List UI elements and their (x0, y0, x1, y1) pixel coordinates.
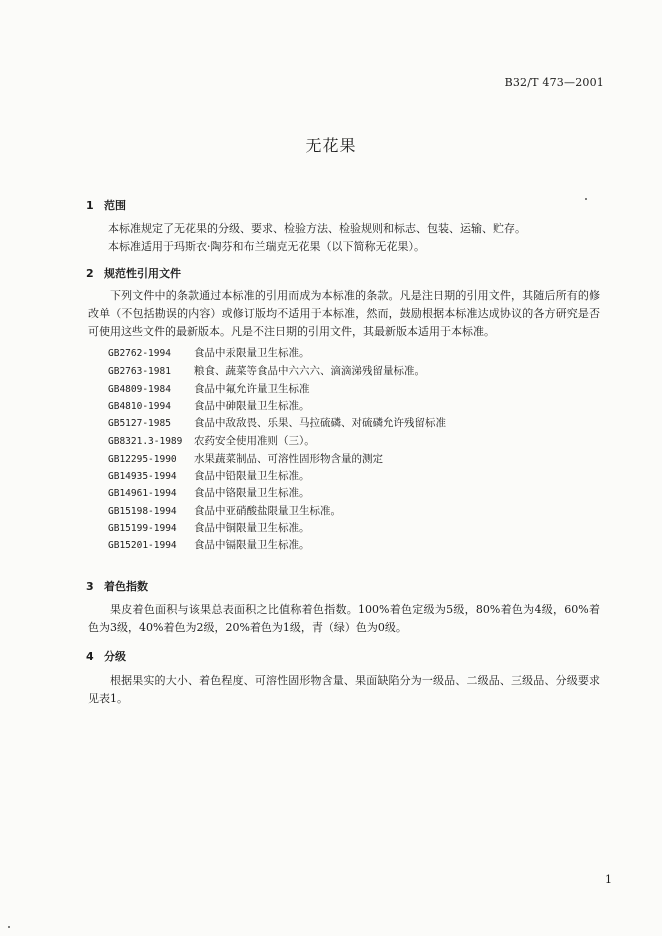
standard-item (108, 345, 310, 360)
standard-title: 食品中亚硝酸盐限量卫生标准。 (194, 505, 341, 517)
standard-item (108, 415, 446, 430)
standard-code-item: GB15199-1994 (108, 523, 177, 534)
page-number: 1 (605, 873, 612, 886)
section-title: 着色指数 (104, 580, 148, 593)
standard-item (108, 503, 341, 518)
references-intro: 下列文件中的条款通过本标准的引用而成为本标准的条款。凡是注日期的引用文件，其随后所有的修改单（不包括勘误的内容）或修订版均不适用于本标准，然而，鼓励根据本标准达成协议的各方研究是否可使用这些文件的最新版本。凡是不注日期的引用文件，其最新版本适用于本标准。 (88, 289, 600, 338)
standard-item (108, 363, 425, 378)
standard-title: 水果蔬菜制品、可溶性固形物含量的测定 (194, 453, 383, 465)
standard-item (108, 451, 383, 466)
grading-text: 根据果实的大小、着色程度、可溶性固形物含量、果面缺陷分为一级品、二级品、三级品、分级要求见表1。 (88, 674, 600, 705)
standard-code-item: GB4810-1994 (108, 401, 171, 412)
standard-item (108, 398, 310, 413)
standard-title: 农药安全使用准则（三）。 (194, 435, 315, 447)
coloring-index-text: 果皮着色面积与该果总表面积之比值称着色指数。100%着色定级为5级，80%着色为4级，60%着色为3级，40%着色为2级，20%着色为1级，青（绿）色为0级。 (88, 603, 600, 634)
standard-title: 食品中氟允许量卫生标准 (194, 383, 310, 395)
scope-line-1: 本标准规定了无花果的分级、要求、检验方法、检验规则和标志、包装、运输、贮存。 (108, 222, 526, 235)
standard-title: 食品中砷限量卫生标准。 (194, 400, 310, 412)
section-2-heading (86, 265, 181, 281)
standard-code-item: GB15198-1994 (108, 506, 177, 517)
section-number: 3 (86, 580, 94, 593)
standard-code-item: GB4809-1984 (108, 384, 171, 395)
scan-speck (8, 926, 10, 928)
standard-item (108, 485, 310, 500)
standard-code-item: GB14961-1994 (108, 488, 177, 499)
section-title: 分级 (104, 650, 126, 663)
section-3-heading (86, 578, 148, 594)
section-number: 2 (86, 267, 94, 280)
standard-title: 食品中镉限量卫生标准。 (194, 539, 310, 551)
standard-code-item: GB5127-1985 (108, 418, 171, 429)
standard-item (108, 433, 315, 448)
standard-item (108, 537, 310, 552)
standard-code-item: GB2763-1981 (108, 366, 171, 377)
scope-line-2: 本标准适用于玛斯衣·陶芬和布兰瑞克无花果（以下简称无花果）。 (108, 240, 425, 253)
standard-title: 食品中铅限量卫生标准。 (194, 470, 310, 482)
section-4-heading (86, 648, 126, 664)
standard-title: 食品中汞限量卫生标准。 (194, 347, 310, 359)
standard-code-item: GB2762-1994 (108, 348, 171, 359)
scan-speck (585, 198, 587, 200)
section-title: 规范性引用文件 (104, 267, 181, 280)
document-title: 无花果 (305, 136, 357, 155)
standard-code-item: GB15201-1994 (108, 540, 177, 551)
standard-item (108, 468, 310, 483)
standard-title: 食品中铬限量卫生标准。 (194, 487, 310, 499)
standard-code-item: GB14935-1994 (108, 471, 177, 482)
section-number: 4 (86, 650, 94, 663)
standard-code-item: GB12295-1990 (108, 454, 177, 465)
section-1-heading (86, 197, 126, 213)
standard-code-item: GB8321.3-1989 (108, 436, 183, 447)
standard-title: 食品中敌敌畏、乐果、马拉硫磷、对硫磷允许残留标准 (194, 417, 446, 429)
standard-title: 粮食、蔬菜等食品中六六六、滴滴涕残留量标准。 (194, 365, 425, 377)
section-number: 1 (86, 199, 94, 212)
standard-item (108, 520, 310, 535)
standard-title: 食品中铜限量卫生标准。 (194, 522, 310, 534)
section-title: 范围 (104, 199, 126, 212)
standard-item (108, 381, 310, 396)
standard-code: B32/T 473—2001 (504, 76, 604, 89)
